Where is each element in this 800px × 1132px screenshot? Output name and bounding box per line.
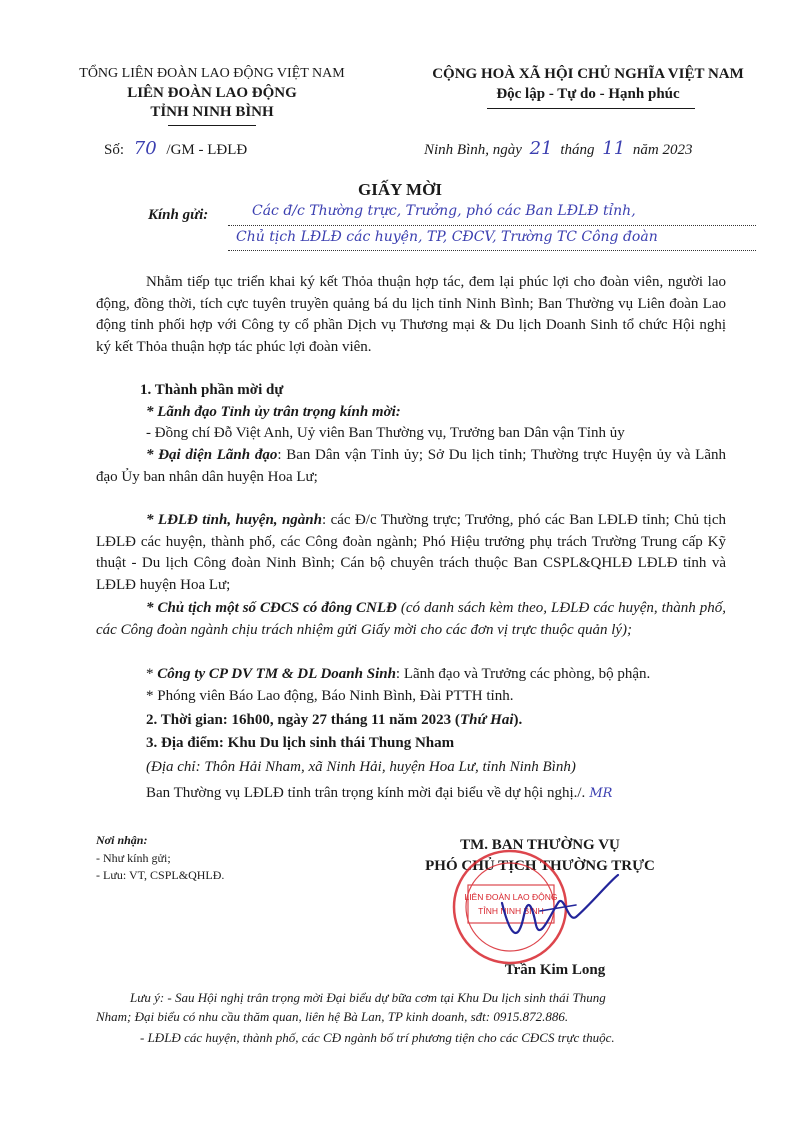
signature-title-1: TM. BAN THƯỜNG VỤ [460, 837, 620, 853]
group-2-paragraph [96, 445, 726, 488]
recipient-dotted-line-2 [228, 250, 756, 251]
number-suffix: /GM - LĐLĐ [166, 142, 248, 158]
organization-province: TỈNH NINH BÌNH [150, 104, 274, 120]
group-2-title: * Đại diện Lãnh đạo [146, 447, 278, 463]
note-line-2: Nham; Đại biểu có nhu cầu thăm quan, liên hệ Bà Lan, TP kinh doanh, sđt: 0915.872.886. [96, 1009, 569, 1024]
issue-date [424, 138, 693, 159]
official-stamp-and-signature [440, 845, 660, 975]
stamp-text-2: TỈNH NINH BÌNH [478, 906, 544, 916]
closing-text: Ban Thường vụ LĐLĐ tỉnh trân trọng kính mời đại biểu về dự hội nghị./. [146, 785, 586, 801]
intro-paragraph: Nhằm tiếp tục triển khai ký kết Thỏa thuận hợp tác, đem lại phúc lợi cho đoàn viên, người lao động, đồng thời, tích cực tuyên truyền quảng bá du lịch tỉnh Ninh Bình; Ban Thường vụ Liên đoàn Lao động tỉnh phối hợp với Công ty cổ phần Dịch vụ Thương mại & Du lịch Doanh Sinh tổ chức Hội nghị ký kết Thỏa thuận hợp tác phúc lợi đoàn viên. [96, 274, 726, 355]
recipient-handwritten-1: Các đ/c Thường trực, Trưởng, phó các Ban LĐLĐ tỉnh, [252, 203, 636, 219]
organization-name: LIÊN ĐOÀN LAO ĐỘNG [127, 85, 297, 101]
number-handwritten: 70 [133, 138, 157, 159]
section-2-text: 2. Thời gian: 16h00, ngày 27 tháng 11 năm 2023 ( [146, 712, 460, 728]
parent-organization: TỔNG LIÊN ĐOÀN LAO ĐỘNG VIỆT NAM [79, 66, 345, 81]
venue-address: (Địa chỉ: Thôn Hải Nham, xã Ninh Hải, huyện Hoa Lư, tỉnh Ninh Bình) [146, 759, 576, 775]
closing-line [96, 783, 776, 805]
date-year: năm 2023 [632, 142, 693, 158]
date-day-handwritten: 21 [529, 138, 553, 159]
number-prefix: Số: [104, 142, 125, 158]
document-title: GIẤY MỜI [358, 180, 442, 199]
group-5-line [96, 664, 776, 686]
group-4-paragraph [96, 598, 726, 641]
group-1-text: - Đồng chí Đỗ Việt Anh, Uỷ viên Ban Thường vụ, Trưởng ban Dân vận Tỉnh ủy [146, 425, 625, 441]
group-3-text: : các Đ/c Thường trực; Trưởng, phó các Ban LĐLĐ tỉnh; Chủ tịch LĐLĐ các huyện, thành phố, các Công đoàn ngành; Phó Hiệu trưởng phụ trách Trường Trung cấp Kỹ thuật - Du lịch Công đoàn Ninh Bình; Cán bộ chuyên trách thuộc Ban CSPL&QHLĐ LĐLĐ tỉnh và LĐLĐ huyện Hoa Lư; [96, 512, 726, 593]
group-6-line: * Phóng viên Báo Lao động, Báo Ninh Bình, Đài PTTH tỉnh. [146, 688, 514, 704]
date-month-label: tháng [560, 142, 595, 158]
section-2-time [96, 710, 776, 732]
note-label: Lưu ý: [130, 990, 165, 1005]
group-5-title: Công ty CP DV TM & DL Doanh Sinh [157, 666, 396, 682]
section-1-heading: 1. Thành phần mời dự [140, 382, 284, 398]
date-month-handwritten: 11 [602, 138, 626, 159]
group-4-text: (có danh sách kèm theo, LĐLĐ các huyện, thành phố, các Công đoàn ngành chịu trách nhiệm gửi Giấy mời cho các đơn vị trực thuộc quản lý); [96, 600, 726, 638]
recipients-block-title: Nơi nhận: [96, 833, 148, 847]
group-1-title: * Lãnh đạo Tỉnh ủy trân trọng kính mời: [146, 404, 401, 420]
note-text-1: - Sau Hội nghị trân trọng mời Đại biểu dự bữa cơm tại Khu Du lịch sinh thái Thung [167, 990, 606, 1005]
section-3-venue: 3. Địa điểm: Khu Du lịch sinh thái Thung Nham [146, 735, 455, 751]
national-motto: Độc lập - Tự do - Hạnh phúc [496, 86, 680, 102]
motto-underline [487, 108, 695, 109]
signature-title-2: PHÓ CHỦ TỊCH THƯỜNG TRỰC [425, 858, 655, 874]
recipient-label: Kính gửi: [148, 207, 209, 223]
document-number [104, 138, 247, 159]
group-5-star: * [146, 666, 154, 682]
note-line-3: - LĐLĐ các huyện, thành phố, các CĐ ngành bố trí phương tiện cho các CĐCS trực thuộc. [140, 1030, 615, 1045]
recipient-handwritten-2: Chủ tịch LĐLĐ các huyện, TP, CĐCV, Trường TC Công đoàn [236, 229, 658, 245]
group-3-paragraph [96, 510, 726, 596]
header-left-underline [168, 125, 256, 126]
country-name: CỘNG HOÀ XÃ HỘI CHỦ NGHĨA VIỆT NAM [432, 66, 744, 82]
group-3-title: * LĐLĐ tỉnh, huyện, ngành [146, 512, 322, 528]
closing-initials: MR [589, 786, 613, 801]
date-place: Ninh Bình, ngày [424, 142, 522, 158]
note-line-1 [130, 990, 606, 1006]
recipients-block-line-2: - Lưu: VT, CSPL&QHLĐ. [96, 868, 225, 882]
section-2-weekday: Thứ Hai [459, 712, 514, 728]
group-5-text: : Lãnh đạo và Trưởng các phòng, bộ phận. [395, 666, 651, 682]
signer-name: Trần Kim Long [504, 962, 606, 978]
stamp-text-1: LIÊN ĐOÀN LAO ĐỘNG [464, 892, 558, 902]
group-2-text: : Ban Dân vận Tỉnh ủy; Sở Du lịch tỉnh; Thường trực Huyện ủy và Lãnh đạo Ủy ban nhân dân huyện Hoa Lư; [96, 447, 727, 485]
section-2-end: ). [513, 712, 523, 728]
recipient-dotted-line-1 [228, 225, 756, 226]
group-4-title: * Chủ tịch một số CĐCS có đông CNLĐ [146, 600, 397, 616]
recipients-block-line-1: - Như kính gửi; [96, 851, 171, 865]
